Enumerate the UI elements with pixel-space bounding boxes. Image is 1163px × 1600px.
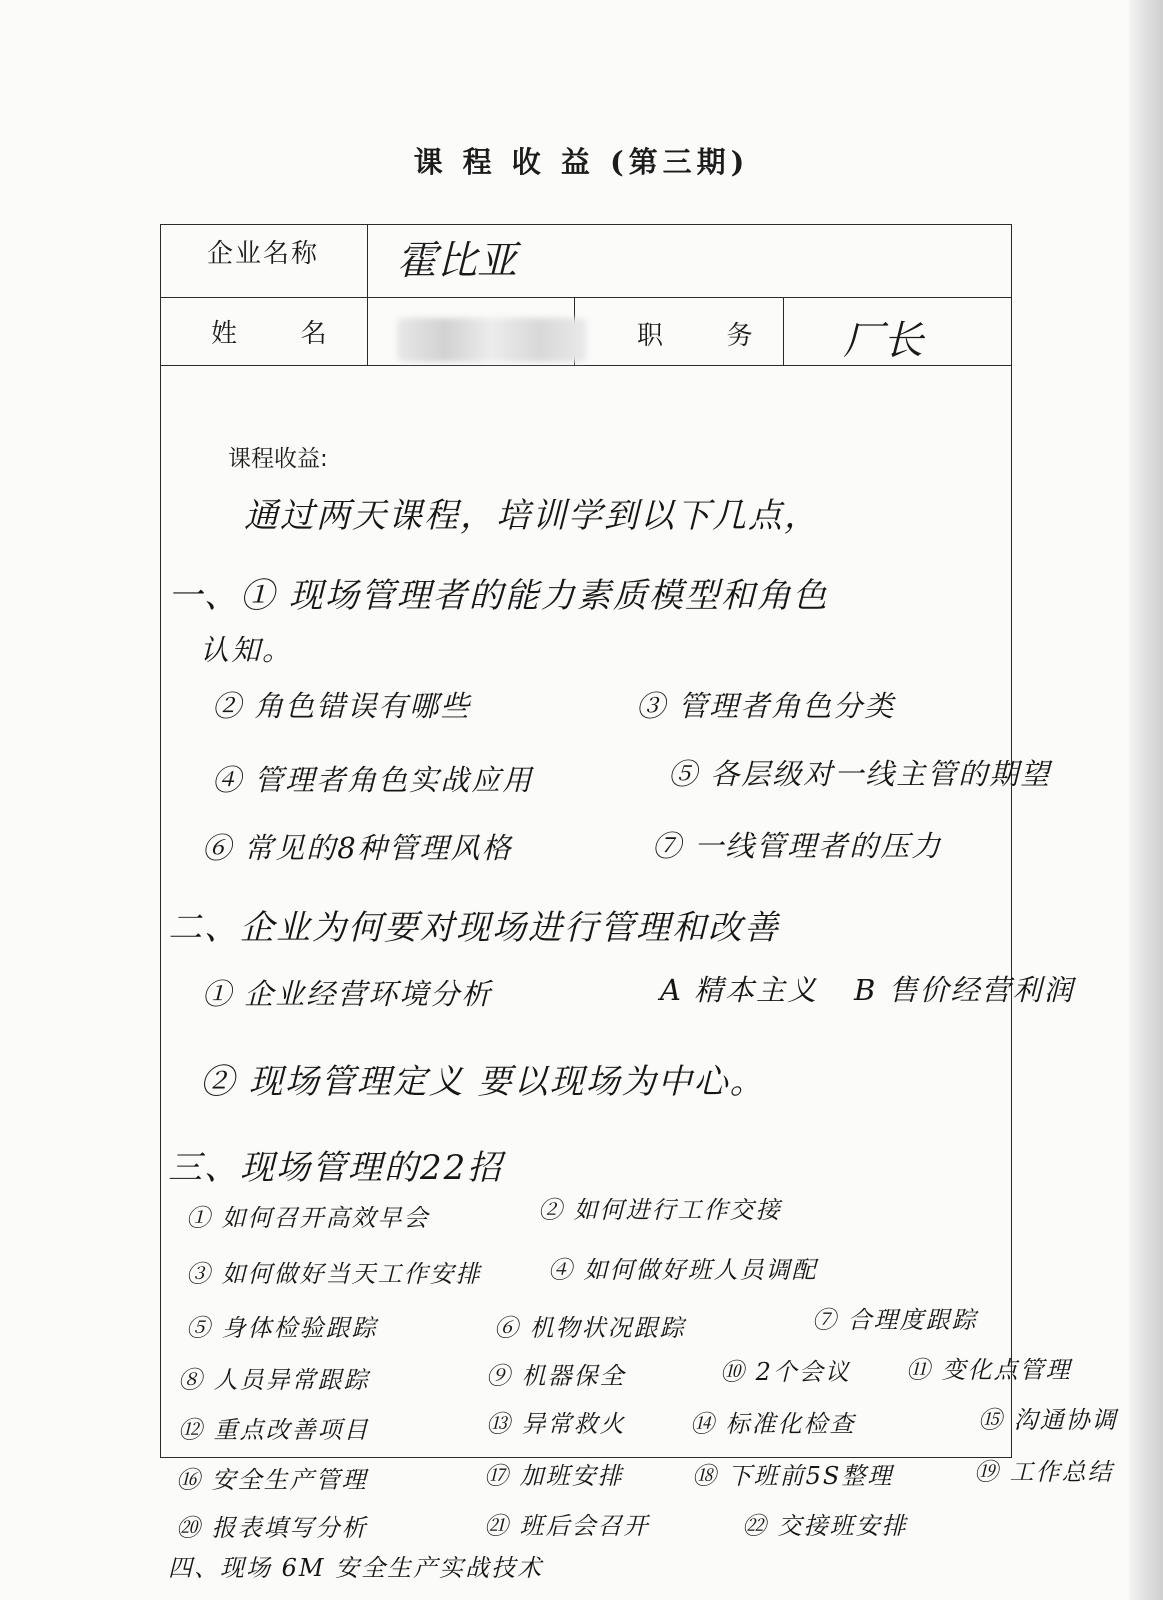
company-name-label: 企业名称 [207,239,320,269]
note-line: 二、企业为何要对现场进行管理和改善 [168,908,780,948]
note-line: ⑦ 一线管理者的压力 [652,829,943,863]
note-line: ② 现场管理定义 要以现场为中心。 [200,1062,766,1102]
note-line: ⑬ 异常救火 [486,1410,626,1438]
column-divider [783,297,784,365]
note-line: ⑨ 机器保全 [486,1362,626,1390]
note-line: ⑫ 重点改善项目 [178,1416,370,1444]
page-title: 课 程 收 益 (第三期) [413,145,750,179]
note-line: ③ 如何做好当天工作安排 [186,1260,482,1288]
name-label: 姓 名 [211,319,329,349]
note-line: ⑰ 加班安排 [484,1462,624,1490]
course-benefit-label: 课程收益: [228,446,328,472]
company-name-value: 霍比亚 [397,238,517,284]
note-line: 一、① 现场管理者的能力素质模型和角色 [168,576,829,616]
note-line: ⑩ 2个会议 [720,1358,851,1386]
note-line: ⑤ 各层级对一线主管的期望 [668,757,1052,791]
position-value: 厂长 [843,318,923,364]
redacted-name [397,318,587,362]
note-line: ⑧ 人员异常跟踪 [178,1366,370,1394]
note-line: ① 如何召开高效早会 [186,1204,430,1232]
note-line: 三、现场管理的22招 [168,1148,504,1188]
note-line: ⑱ 下班前5S整理 [692,1462,894,1490]
note-line: ④ 管理者角色实战应用 [212,763,534,797]
note-line: ⑲ 工作总结 [974,1458,1114,1486]
note-line: ⑥ 机物状况跟踪 [494,1314,686,1342]
note-line: 四、现场 6M 安全生产实战技术 [168,1554,544,1582]
note-line: ④ 如何做好班人员调配 [548,1256,818,1284]
row-divider [161,297,1011,298]
note-line: ⑯ 安全生产管理 [176,1466,368,1494]
note-line: ② 如何进行工作交接 [538,1196,782,1224]
note-line: ⑥ 常见的8种管理风格 [202,831,513,865]
note-line: ㉒ 交接班安排 [742,1512,908,1540]
paper-edge-shadow [1129,0,1163,1600]
note-line: 通过两天课程，培训学到以下几点， [244,496,820,536]
note-line: ⑳ 报表填写分析 [176,1514,368,1542]
note-line: ⑭ 标准化检查 [690,1410,856,1438]
note-line: A 精本主义 [660,973,819,1007]
note-line: ⑪ 变化点管理 [906,1356,1072,1384]
note-line: ⑦ 合理度跟踪 [812,1306,978,1334]
position-label: 职 务 [637,321,755,351]
note-line: ⑮ 沟通协调 [978,1406,1118,1434]
note-line: ㉑ 班后会召开 [484,1512,650,1540]
column-divider [367,225,368,365]
note-line: ① 企业经营环境分析 [202,977,493,1011]
note-line: ③ 管理者角色分类 [636,689,896,723]
note-line: ② 角色错误有哪些 [212,689,472,723]
note-line: B 售价经营利润 [854,973,1075,1007]
note-line: 认知。 [200,633,294,667]
note-line: ⑤ 身体检验跟踪 [186,1314,378,1342]
